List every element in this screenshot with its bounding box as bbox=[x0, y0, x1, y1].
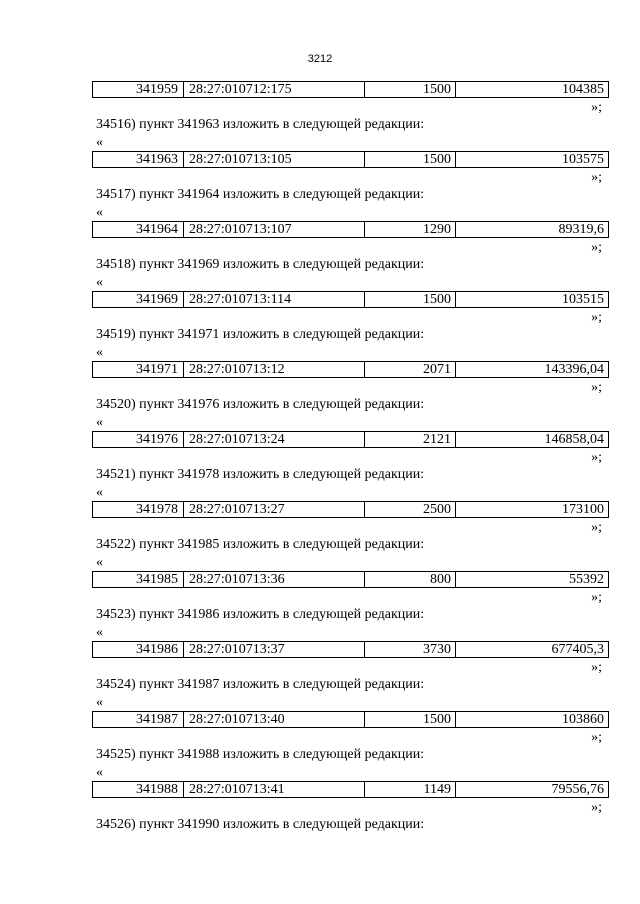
opening-quote: « bbox=[96, 205, 103, 220]
opening-quote: « bbox=[96, 345, 103, 360]
area-cell: 1290 bbox=[365, 222, 456, 237]
table-row bbox=[92, 291, 609, 308]
opening-quote: « bbox=[96, 135, 103, 150]
amendment-text: 34521) пункт 341978 изложить в следующей редакции: bbox=[96, 467, 425, 482]
cadastral-number-cell: 28:27:010713:12 bbox=[184, 362, 365, 377]
item-number-cell: 341963 bbox=[93, 152, 184, 167]
cadastral-number-cell: 28:27:010713:41 bbox=[184, 782, 365, 797]
amendment-text: 34517) пункт 341964 изложить в следующей редакции: bbox=[96, 187, 425, 202]
item-number-cell: 341976 bbox=[93, 432, 184, 447]
item-number-cell: 341959 bbox=[93, 82, 184, 97]
item-number-cell: 341964 bbox=[93, 222, 184, 237]
table-row bbox=[92, 151, 609, 168]
opening-quote: « bbox=[96, 765, 103, 780]
value-cell: 146858,04 bbox=[544, 432, 604, 447]
value-cell: 79556,76 bbox=[551, 782, 604, 797]
amendment-text: 34524) пункт 341987 изложить в следующей редакции: bbox=[96, 677, 425, 692]
item-number-cell: 341985 bbox=[93, 572, 184, 587]
table-row bbox=[92, 221, 609, 238]
table-row bbox=[92, 431, 609, 448]
opening-quote: « bbox=[96, 695, 103, 710]
table-row bbox=[92, 571, 609, 588]
closing-quote: »; bbox=[591, 310, 602, 325]
value-cell: 143396,04 bbox=[544, 362, 604, 377]
closing-quote: »; bbox=[591, 380, 602, 395]
amendment-text: 34519) пункт 341971 изложить в следующей редакции: bbox=[96, 327, 425, 342]
item-number-cell: 341988 bbox=[93, 782, 184, 797]
area-cell: 800 bbox=[365, 572, 456, 587]
cadastral-number-cell: 28:27:010713:105 bbox=[184, 152, 365, 167]
closing-quote: »; bbox=[591, 730, 602, 745]
closing-quote: »; bbox=[591, 100, 602, 115]
cadastral-number-cell: 28:27:010713:27 bbox=[184, 502, 365, 517]
area-cell: 3730 bbox=[365, 642, 456, 657]
cadastral-number-cell: 28:27:010712:175 bbox=[184, 82, 365, 97]
item-number-cell: 341971 bbox=[93, 362, 184, 377]
opening-quote: « bbox=[96, 555, 103, 570]
amendment-text: 34516) пункт 341963 изложить в следующей редакции: bbox=[96, 117, 425, 132]
value-cell: 89319,6 bbox=[558, 222, 604, 237]
closing-quote: »; bbox=[591, 660, 602, 675]
area-cell: 1500 bbox=[365, 712, 456, 727]
value-cell: 173100 bbox=[562, 502, 604, 517]
area-cell: 1149 bbox=[365, 782, 456, 797]
table-row bbox=[92, 781, 609, 798]
value-cell: 103515 bbox=[562, 292, 604, 307]
cadastral-number-cell: 28:27:010713:36 bbox=[184, 572, 365, 587]
amendment-text: 34522) пункт 341985 изложить в следующей редакции: bbox=[96, 537, 425, 552]
table-row bbox=[92, 641, 609, 658]
cadastral-number-cell: 28:27:010713:40 bbox=[184, 712, 365, 727]
table-row bbox=[92, 81, 609, 98]
closing-quote: »; bbox=[591, 240, 602, 255]
table-row bbox=[92, 501, 609, 518]
opening-quote: « bbox=[96, 275, 103, 290]
amendment-text: 34526) пункт 341990 изложить в следующей редакции: bbox=[96, 817, 425, 832]
value-cell: 103575 bbox=[562, 152, 604, 167]
amendment-text: 34523) пункт 341986 изложить в следующей редакции: bbox=[96, 607, 425, 622]
item-number-cell: 341978 bbox=[93, 502, 184, 517]
area-cell: 1500 bbox=[365, 292, 456, 307]
closing-quote: »; bbox=[591, 590, 602, 605]
closing-quote: »; bbox=[591, 800, 602, 815]
closing-quote: »; bbox=[591, 170, 602, 185]
area-cell: 1500 bbox=[365, 152, 456, 167]
area-cell: 2121 bbox=[365, 432, 456, 447]
value-cell: 104385 bbox=[562, 82, 604, 97]
table-row bbox=[92, 361, 609, 378]
amendment-text: 34518) пункт 341969 изложить в следующей редакции: bbox=[96, 257, 425, 272]
item-number-cell: 341987 bbox=[93, 712, 184, 727]
page-number: 3212 bbox=[307, 53, 333, 65]
amendment-text: 34525) пункт 341988 изложить в следующей редакции: bbox=[96, 747, 425, 762]
cadastral-number-cell: 28:27:010713:24 bbox=[184, 432, 365, 447]
cadastral-number-cell: 28:27:010713:37 bbox=[184, 642, 365, 657]
area-cell: 1500 bbox=[365, 82, 456, 97]
area-cell: 2071 bbox=[365, 362, 456, 377]
cadastral-number-cell: 28:27:010713:114 bbox=[184, 292, 365, 307]
closing-quote: »; bbox=[591, 450, 602, 465]
amendment-text: 34520) пункт 341976 изложить в следующей редакции: bbox=[96, 397, 425, 412]
value-cell: 677405,3 bbox=[551, 642, 604, 657]
opening-quote: « bbox=[96, 625, 103, 640]
value-cell: 103860 bbox=[562, 712, 604, 727]
area-cell: 2500 bbox=[365, 502, 456, 517]
opening-quote: « bbox=[96, 415, 103, 430]
table-row bbox=[92, 711, 609, 728]
item-number-cell: 341986 bbox=[93, 642, 184, 657]
cadastral-number-cell: 28:27:010713:107 bbox=[184, 222, 365, 237]
document-body bbox=[0, 81, 640, 834]
value-cell: 55392 bbox=[569, 572, 604, 587]
closing-quote: »; bbox=[591, 520, 602, 535]
item-number-cell: 341969 bbox=[93, 292, 184, 307]
opening-quote: « bbox=[96, 485, 103, 500]
